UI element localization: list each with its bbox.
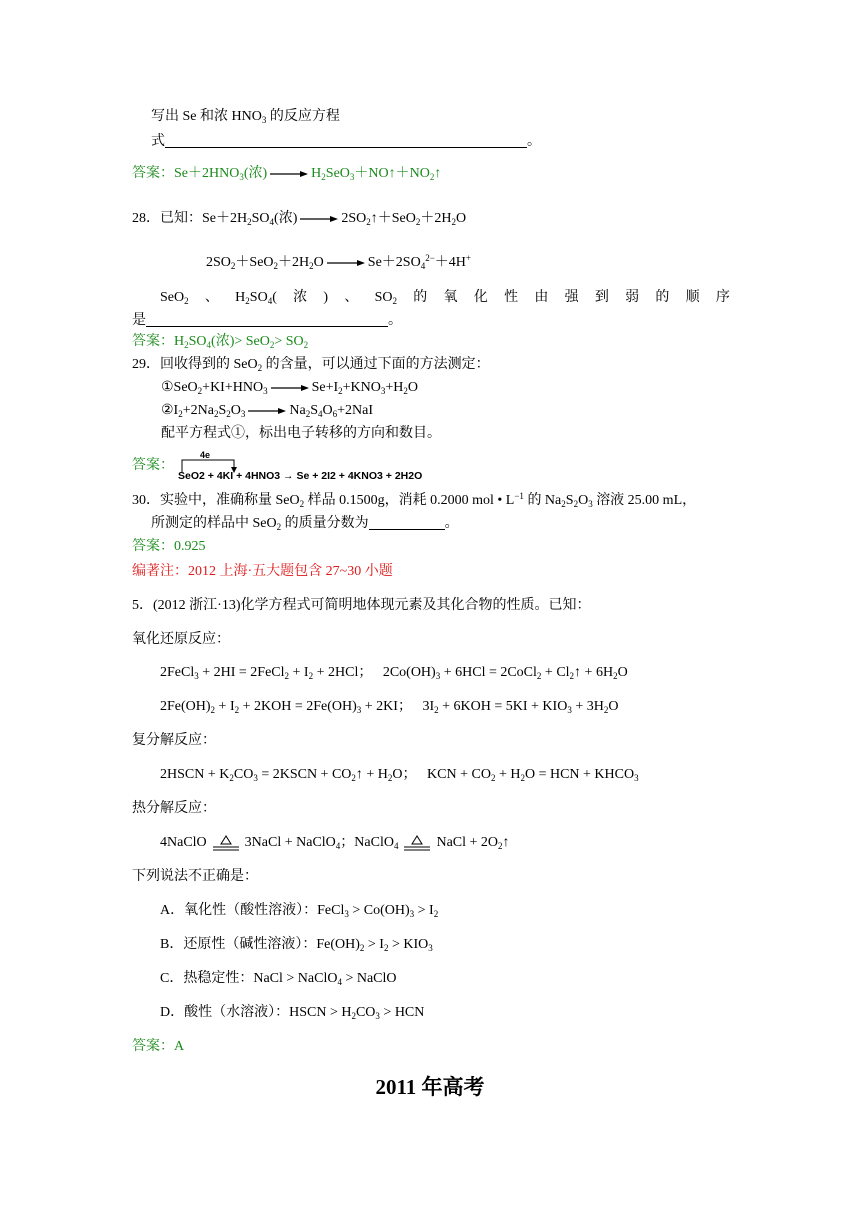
- q28-order-question: SeO$_2$ 、 $H_2SO_4$( 浓 ) 、 $SO_2$ 的 氧 化 性 由 强 到 弱 的 顺 序: [160, 290, 730, 306]
- electron-transfer-equation: [176, 450, 456, 482]
- thermal-eq: 4NaClO 3NaCl + NaClO$_4$；NaClO$_4$ NaCl + $2O_2↑$: [160, 835, 510, 852]
- arrow-icon: [271, 384, 309, 392]
- q29-answer-label: 答案：: [132, 458, 174, 473]
- answer-label: 答案：: [132, 166, 174, 181]
- answer-value: 0.925: [174, 539, 206, 554]
- redox-label: 氧化还原反应：: [132, 632, 230, 647]
- electron-equation-text: SeO2 + 4KI + 4HNO3 → Se + 2I2 + 4KNO3 + 2H2O: [178, 470, 423, 482]
- option-b: B．还原性（碱性溶液）：$Fe(OH)_2 > I_2 > KIO_3$: [160, 937, 433, 953]
- q28-order-blank: [132, 312, 402, 330]
- q28-order-line2: 是: [132, 313, 146, 328]
- q30-line2: 所测定的样品中 SeO$_2$ 的质量分数为 。: [151, 516, 459, 532]
- double-eq1: 2HSCN + $K_2CO_3$ = 2KSCN + $CO_2↑ + H_2O$； KCN + $CO_2 + H_2O$ = HCN + $KHCO_3$: [160, 767, 639, 783]
- q28-order-end: 。: [388, 313, 402, 328]
- q27-line2-prefix: 式: [151, 134, 165, 149]
- q28-number: 28．已知：: [132, 211, 202, 226]
- answer-label: 答案：: [132, 539, 174, 554]
- option-a: A．氧化性（酸性溶液）：FeCl$_3$ > $Co(OH)_3 > I_2$: [160, 903, 439, 919]
- q29-task: 配平方程式①，标出电子转移的方向和数目。: [161, 426, 441, 441]
- answer-blank: [146, 312, 388, 327]
- answer-label: 答案：: [132, 334, 174, 349]
- option-c: C．热稳定性：NaCl > NaClO$_4$ > NaClO: [160, 971, 397, 987]
- thermal-reactant-a: 4NaClO: [160, 835, 207, 851]
- q29-intro: 29．回收得到的 SeO$_2$ 的含量，可以通过下面的方法测定：: [132, 357, 490, 373]
- option-d: D．酸性（水溶液）：HSCN > $H_2CO_3$ > HCN: [160, 1005, 425, 1021]
- q27-line2-end: 。: [527, 134, 541, 149]
- q30-answer: [132, 538, 206, 556]
- q5-intro: 5．(2012 浙江·13)化学方程式可简明地体现元素及其化合物的性质。已知：: [132, 598, 591, 613]
- q29-eq1: $①SeO_2+KI+HNO_3$ $Se+I_2+KNO_3+H_2O$: [161, 380, 419, 396]
- q30-line1: 30．实验中，准确称量 SeO$_2$ 样品 0.1500g，消耗 0.2000 mol • $L^{-1}$ 的 $Na_2S_2O_3$ 溶液 25.00 mL，: [132, 491, 697, 509]
- q5-question: 下列说法不正确是：: [132, 869, 258, 884]
- arrow-icon: [248, 407, 286, 415]
- q30-line2-end: 。: [444, 516, 459, 531]
- redox-eq2: $2Fe(OH)_2 + I_2 + 2KOH = 2Fe(OH)_3 + 2KI$； $3I_2 + 6KOH = 5KI + KIO_3 + 3H_2O$: [160, 699, 619, 715]
- answer-label: 答案：: [132, 1039, 174, 1054]
- q28-eq2: $2SO_2+SeO_2+2H_2O$ $Se+2SO_4^{2-}+4H^+$: [206, 253, 471, 271]
- q28-answer: 答案：$H_2SO_4$(浓)> $SeO_2> SO_2$: [132, 334, 309, 350]
- electron-label: 4e: [200, 450, 211, 460]
- arrow-icon: [270, 170, 308, 178]
- double-label: 复分解反应：: [132, 733, 216, 748]
- q27-prompt: 写出 Se 和浓 $HNO_3$ 的反应方程: [151, 109, 340, 125]
- answer-value: A: [174, 1039, 185, 1054]
- q27-blank-line: [151, 133, 541, 151]
- answer-blank: [165, 133, 527, 148]
- editor-note: 编著注：2012 上海·五大题包含 27~30 小题: [132, 564, 393, 579]
- answer-blank: [369, 515, 445, 530]
- arrow-icon: [300, 215, 338, 223]
- q29-eq2: $②I_2+2Na_2S_2O_3$ $Na_2S_4O_6+2NaI$: [161, 403, 374, 419]
- q27-answer: 答案：$Se+2HNO_3$(浓) $H_2SeO_3+NO↑+NO_2↑$: [132, 166, 442, 182]
- q5-answer: [132, 1038, 184, 1056]
- heat-icon: [402, 834, 432, 852]
- arrow-icon: [327, 259, 365, 267]
- thermal-label: 热分解反应：: [132, 801, 216, 816]
- heat-icon: [211, 834, 241, 852]
- q28-eq1: 28．已知：$Se+2H_2SO_4$(浓) $2SO_2↑+SeO_2+2H_2O$: [132, 211, 467, 227]
- redox-eq1: 2FeCl$_3$ + 2HI = 2FeCl$_2$ + $I_2 + 2HCl$； $2Co(OH)_3 + 6HCl$ = 2CoCl$_2$ + $Cl_2↑ + 6H_2O$: [160, 665, 628, 681]
- section-title: 2011 年高考: [375, 1075, 485, 1099]
